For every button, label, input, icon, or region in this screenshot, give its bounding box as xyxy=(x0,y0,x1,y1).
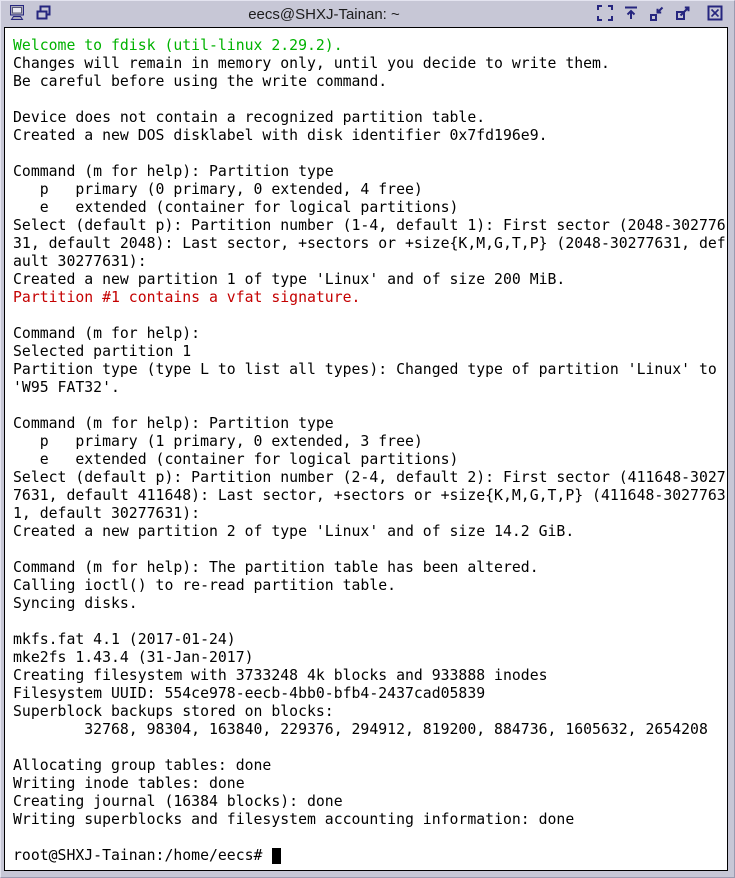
window-list-icon xyxy=(34,3,53,25)
restore-down-button[interactable] xyxy=(647,4,667,24)
terminal-line: e extended (container for logical partitions) xyxy=(13,199,459,216)
terminal-line: Creating journal (16384 blocks): done xyxy=(13,793,343,810)
terminal-line: p primary (1 primary, 0 extended, 3 free) xyxy=(13,433,423,450)
terminal-line xyxy=(13,91,727,109)
terminal-line: 32768, 98304, 163840, 229376, 294912, 819200, 884736, 1605632, 2654208 xyxy=(13,721,708,738)
zoom-out-icon xyxy=(674,4,692,25)
window-list-button[interactable] xyxy=(33,4,53,24)
terminal-line: Created a new partition 2 of type 'Linux' and of size 14.2 GiB. xyxy=(13,523,575,540)
window-title: eecs@SHXJ-Tainan: ~ xyxy=(248,5,400,23)
close-icon xyxy=(706,4,724,25)
terminal-line: Created a new DOS disklabel with disk identifier 0x7fd196e9. xyxy=(13,127,548,144)
terminal-line: Welcome to fdisk (util-linux 2.29.2). xyxy=(13,37,343,54)
terminal-line xyxy=(13,307,727,325)
terminal-line xyxy=(13,739,727,757)
terminal-line: Filesystem UUID: 554ce978-eecb-4bb0-bfb4-2437cad05839 xyxy=(13,685,486,702)
terminal-line: Calling ioctl() to re-read partition table. xyxy=(13,577,397,594)
terminal-line: Command (m for help): xyxy=(13,325,201,342)
terminal-line: Command (m for help): Partition type xyxy=(13,415,334,432)
terminal-line: root@SHXJ-Tainan:/home/eecs# xyxy=(13,847,727,865)
terminal-line: Command (m for help): Partition type xyxy=(13,163,334,180)
terminal-line: Partition type (type L to list all types): Changed type of partition 'Linux' to xyxy=(13,361,717,378)
titlebar[interactable] xyxy=(4,1,728,27)
terminal-line: Select (default p): Partition number (2-4, default 2): First sector (411648-3027 xyxy=(13,469,726,486)
terminal-line: Device does not contain a recognized partition table. xyxy=(13,109,486,126)
shade-up-icon xyxy=(622,4,640,25)
terminal-line: e extended (container for logical partitions) xyxy=(13,451,459,468)
terminal-line: Writing inode tables: done xyxy=(13,775,245,792)
shade-button[interactable] xyxy=(621,4,641,24)
terminal-line: p primary (0 primary, 0 extended, 4 free) xyxy=(13,181,423,198)
restore-down-icon xyxy=(648,4,666,25)
terminal-line xyxy=(13,613,727,631)
terminal-line: Changes will remain in memory only, until you decide to write them. xyxy=(13,55,610,72)
terminal-line xyxy=(13,829,727,847)
terminal-line: Selected partition 1 xyxy=(13,343,192,360)
terminal-line: mke2fs 1.43.4 (31-Jan-2017) xyxy=(13,649,254,666)
terminal-line: Creating filesystem with 3733248 4k blocks and 933888 inodes xyxy=(13,667,548,684)
app-menu-button[interactable] xyxy=(7,4,27,24)
zoom-button[interactable] xyxy=(673,4,693,24)
titlebar-left-icons xyxy=(7,4,53,24)
terminal-line: 'W95 FAT32'. xyxy=(13,379,120,396)
titlebar-right-icons xyxy=(595,4,725,24)
terminal-line: Writing superblocks and filesystem accounting information: done xyxy=(13,811,575,828)
maximize-corners-icon xyxy=(596,4,614,25)
terminal-line: Superblock backups stored on blocks: xyxy=(13,703,334,720)
terminal-line xyxy=(13,397,727,415)
terminal-output[interactable] xyxy=(4,27,728,871)
text-cursor xyxy=(272,848,281,864)
maximize-button[interactable] xyxy=(595,4,615,24)
terminal-line: mkfs.fat 4.1 (2017-01-24) xyxy=(13,631,236,648)
terminal-line: Be careful before using the write command. xyxy=(13,73,388,90)
terminal-line xyxy=(13,541,727,559)
terminal-line: Syncing disks. xyxy=(13,595,138,612)
terminal-line xyxy=(13,145,727,163)
terminal-line: Allocating group tables: done xyxy=(13,757,272,774)
terminal-line: Partition #1 contains a vfat signature. xyxy=(13,289,361,306)
terminal-line: ault 30277631): xyxy=(13,253,147,270)
close-button[interactable] xyxy=(705,4,725,24)
terminal-line: 31, default 2048): Last sector, +sectors or +size{K,M,G,T,P} (2048-30277631, def xyxy=(13,235,726,252)
terminal-line: 1, default 30277631): xyxy=(13,505,201,522)
terminal-line: Select (default p): Partition number (1-4, default 1): First sector (2048-302776 xyxy=(13,217,726,234)
terminal-line: Created a new partition 1 of type 'Linux' and of size 200 MiB. xyxy=(13,271,566,288)
app-monitor-icon xyxy=(8,3,27,25)
terminal-line: 7631, default 411648): Last sector, +sectors or +size{K,M,G,T,P} (411648-3027763 xyxy=(13,487,726,504)
terminal-line: Command (m for help): The partition table has been altered. xyxy=(13,559,539,576)
